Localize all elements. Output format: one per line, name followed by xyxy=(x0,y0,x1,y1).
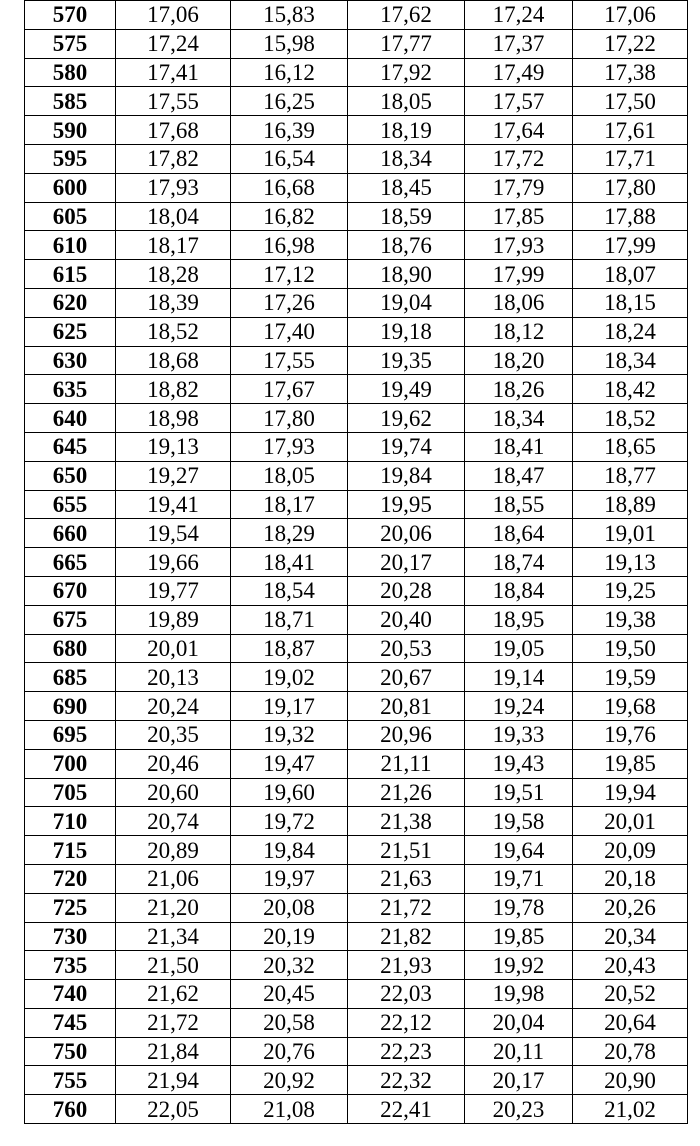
row-key-cell: 655 xyxy=(25,490,116,519)
row-key-cell: 700 xyxy=(25,749,116,778)
row-key-cell: 615 xyxy=(25,260,116,289)
value-cell: 18,17 xyxy=(116,231,231,260)
table-row xyxy=(25,720,688,749)
value-cell: 18,65 xyxy=(573,432,688,461)
value-cell: 19,14 xyxy=(465,663,573,692)
value-cell: 20,60 xyxy=(116,778,231,807)
value-cell: 17,55 xyxy=(231,346,348,375)
value-cell: 16,25 xyxy=(231,87,348,116)
table-row xyxy=(25,519,688,548)
value-cell: 20,76 xyxy=(231,1037,348,1066)
value-cell: 19,01 xyxy=(573,519,688,548)
value-cell: 19,89 xyxy=(116,605,231,634)
value-cell: 18,24 xyxy=(573,317,688,346)
value-cell: 16,68 xyxy=(231,173,348,202)
value-cell: 17,71 xyxy=(573,144,688,173)
value-cell: 19,66 xyxy=(116,548,231,577)
value-cell: 17,68 xyxy=(116,116,231,145)
value-cell: 19,76 xyxy=(573,720,688,749)
value-cell: 21,82 xyxy=(348,922,465,951)
value-cell: 20,09 xyxy=(573,836,688,865)
value-cell: 20,08 xyxy=(231,893,348,922)
value-cell: 18,54 xyxy=(231,576,348,605)
value-cell: 17,57 xyxy=(465,87,573,116)
value-cell: 20,32 xyxy=(231,951,348,980)
row-key-cell: 725 xyxy=(25,893,116,922)
row-key-cell: 675 xyxy=(25,605,116,634)
value-cell: 18,98 xyxy=(116,404,231,433)
value-cell: 20,67 xyxy=(348,663,465,692)
value-cell: 20,23 xyxy=(465,1095,573,1124)
table-row xyxy=(25,663,688,692)
value-cell: 16,39 xyxy=(231,116,348,145)
value-cell: 17,12 xyxy=(231,260,348,289)
value-cell: 19,84 xyxy=(348,461,465,490)
value-cell: 17,92 xyxy=(348,58,465,87)
value-cell: 19,94 xyxy=(573,778,688,807)
value-cell: 17,85 xyxy=(465,202,573,231)
table-row xyxy=(25,202,688,231)
value-cell: 18,28 xyxy=(116,260,231,289)
value-cell: 18,41 xyxy=(231,548,348,577)
value-cell: 22,12 xyxy=(348,1008,465,1037)
value-cell: 19,97 xyxy=(231,864,348,893)
table-row xyxy=(25,144,688,173)
table-row xyxy=(25,490,688,519)
value-cell: 19,35 xyxy=(348,346,465,375)
value-cell: 18,12 xyxy=(465,317,573,346)
value-cell: 18,87 xyxy=(231,634,348,663)
value-cell: 18,59 xyxy=(348,202,465,231)
value-cell: 17,40 xyxy=(231,317,348,346)
value-cell: 19,32 xyxy=(231,720,348,749)
value-cell: 19,51 xyxy=(465,778,573,807)
table-row xyxy=(25,231,688,260)
row-key-cell: 645 xyxy=(25,432,116,461)
value-cell: 18,52 xyxy=(573,404,688,433)
value-cell: 17,93 xyxy=(116,173,231,202)
row-key-cell: 660 xyxy=(25,519,116,548)
value-cell: 18,04 xyxy=(116,202,231,231)
value-cell: 15,83 xyxy=(231,1,348,30)
value-cell: 17,88 xyxy=(573,202,688,231)
value-cell: 18,15 xyxy=(573,288,688,317)
row-key-cell: 635 xyxy=(25,375,116,404)
row-key-cell: 715 xyxy=(25,836,116,865)
value-cell: 21,94 xyxy=(116,1066,231,1095)
value-cell: 19,18 xyxy=(348,317,465,346)
value-cell: 20,11 xyxy=(465,1037,573,1066)
value-cell: 19,25 xyxy=(573,576,688,605)
value-cell: 16,82 xyxy=(231,202,348,231)
value-cell: 18,39 xyxy=(116,288,231,317)
value-cell: 18,84 xyxy=(465,576,573,605)
value-cell: 18,41 xyxy=(465,432,573,461)
row-key-cell: 595 xyxy=(25,144,116,173)
value-cell: 15,98 xyxy=(231,29,348,58)
value-cell: 21,51 xyxy=(348,836,465,865)
value-cell: 19,95 xyxy=(348,490,465,519)
value-cell: 18,77 xyxy=(573,461,688,490)
value-cell: 20,89 xyxy=(116,836,231,865)
value-cell: 18,74 xyxy=(465,548,573,577)
value-cell: 20,18 xyxy=(573,864,688,893)
table-row xyxy=(25,375,688,404)
value-cell: 16,12 xyxy=(231,58,348,87)
value-cell: 20,04 xyxy=(465,1008,573,1037)
value-cell: 17,55 xyxy=(116,87,231,116)
value-cell: 17,82 xyxy=(116,144,231,173)
table-row xyxy=(25,317,688,346)
value-cell: 20,26 xyxy=(573,893,688,922)
row-key-cell: 730 xyxy=(25,922,116,951)
value-cell: 18,64 xyxy=(465,519,573,548)
value-cell: 22,05 xyxy=(116,1095,231,1124)
value-cell: 18,89 xyxy=(573,490,688,519)
row-key-cell: 665 xyxy=(25,548,116,577)
table-row xyxy=(25,173,688,202)
value-cell: 20,28 xyxy=(348,576,465,605)
value-cell: 19,24 xyxy=(465,692,573,721)
row-key-cell: 755 xyxy=(25,1066,116,1095)
value-cell: 21,11 xyxy=(348,749,465,778)
value-cell: 21,50 xyxy=(116,951,231,980)
value-cell: 20,19 xyxy=(231,922,348,951)
table-row xyxy=(25,807,688,836)
row-key-cell: 710 xyxy=(25,807,116,836)
table-body xyxy=(25,1,688,1124)
row-key-cell: 605 xyxy=(25,202,116,231)
value-cell: 18,34 xyxy=(573,346,688,375)
value-cell: 17,72 xyxy=(465,144,573,173)
value-cell: 19,77 xyxy=(116,576,231,605)
table-row xyxy=(25,432,688,461)
value-cell: 18,52 xyxy=(116,317,231,346)
value-cell: 21,93 xyxy=(348,951,465,980)
value-cell: 22,23 xyxy=(348,1037,465,1066)
row-key-cell: 590 xyxy=(25,116,116,145)
row-key-cell: 705 xyxy=(25,778,116,807)
value-cell: 17,49 xyxy=(465,58,573,87)
value-cell: 19,85 xyxy=(465,922,573,951)
value-cell: 18,20 xyxy=(465,346,573,375)
data-table xyxy=(24,0,688,1124)
value-cell: 21,62 xyxy=(116,980,231,1009)
value-cell: 17,37 xyxy=(465,29,573,58)
value-cell: 19,17 xyxy=(231,692,348,721)
table-row xyxy=(25,836,688,865)
table-row xyxy=(25,461,688,490)
row-key-cell: 720 xyxy=(25,864,116,893)
row-key-cell: 585 xyxy=(25,87,116,116)
value-cell: 20,92 xyxy=(231,1066,348,1095)
table-row xyxy=(25,951,688,980)
row-key-cell: 575 xyxy=(25,29,116,58)
value-cell: 18,76 xyxy=(348,231,465,260)
value-cell: 18,47 xyxy=(465,461,573,490)
value-cell: 19,72 xyxy=(231,807,348,836)
row-key-cell: 570 xyxy=(25,1,116,30)
value-cell: 18,90 xyxy=(348,260,465,289)
value-cell: 19,04 xyxy=(348,288,465,317)
value-cell: 19,50 xyxy=(573,634,688,663)
value-cell: 20,74 xyxy=(116,807,231,836)
value-cell: 21,84 xyxy=(116,1037,231,1066)
table-row xyxy=(25,346,688,375)
table-row xyxy=(25,1037,688,1066)
value-cell: 17,93 xyxy=(231,432,348,461)
value-cell: 20,90 xyxy=(573,1066,688,1095)
value-cell: 18,06 xyxy=(465,288,573,317)
value-cell: 17,79 xyxy=(465,173,573,202)
row-key-cell: 745 xyxy=(25,1008,116,1037)
value-cell: 20,46 xyxy=(116,749,231,778)
value-cell: 19,71 xyxy=(465,864,573,893)
row-key-cell: 625 xyxy=(25,317,116,346)
value-cell: 21,34 xyxy=(116,922,231,951)
value-cell: 20,96 xyxy=(348,720,465,749)
table-row xyxy=(25,634,688,663)
table-row xyxy=(25,980,688,1009)
table-row xyxy=(25,548,688,577)
value-cell: 19,62 xyxy=(348,404,465,433)
value-cell: 21,08 xyxy=(231,1095,348,1124)
value-cell: 19,13 xyxy=(116,432,231,461)
value-cell: 17,41 xyxy=(116,58,231,87)
value-cell: 19,58 xyxy=(465,807,573,836)
value-cell: 21,72 xyxy=(116,1008,231,1037)
value-cell: 20,45 xyxy=(231,980,348,1009)
value-cell: 17,61 xyxy=(573,116,688,145)
value-cell: 20,17 xyxy=(465,1066,573,1095)
row-key-cell: 610 xyxy=(25,231,116,260)
value-cell: 17,77 xyxy=(348,29,465,58)
row-key-cell: 650 xyxy=(25,461,116,490)
value-cell: 19,27 xyxy=(116,461,231,490)
value-cell: 17,99 xyxy=(465,260,573,289)
table-row xyxy=(25,29,688,58)
value-cell: 20,53 xyxy=(348,634,465,663)
value-cell: 18,82 xyxy=(116,375,231,404)
value-cell: 17,64 xyxy=(465,116,573,145)
value-cell: 18,34 xyxy=(348,144,465,173)
value-cell: 19,98 xyxy=(465,980,573,1009)
value-cell: 20,13 xyxy=(116,663,231,692)
value-cell: 19,05 xyxy=(465,634,573,663)
table-row xyxy=(25,576,688,605)
value-cell: 20,64 xyxy=(573,1008,688,1037)
value-cell: 21,63 xyxy=(348,864,465,893)
value-cell: 19,33 xyxy=(465,720,573,749)
row-key-cell: 620 xyxy=(25,288,116,317)
value-cell: 22,41 xyxy=(348,1095,465,1124)
value-cell: 17,24 xyxy=(465,1,573,30)
value-cell: 19,68 xyxy=(573,692,688,721)
value-cell: 21,72 xyxy=(348,893,465,922)
table-row xyxy=(25,692,688,721)
value-cell: 19,78 xyxy=(465,893,573,922)
value-cell: 19,38 xyxy=(573,605,688,634)
table-row xyxy=(25,116,688,145)
value-cell: 17,26 xyxy=(231,288,348,317)
value-cell: 17,06 xyxy=(116,1,231,30)
table-row xyxy=(25,1,688,30)
value-cell: 18,42 xyxy=(573,375,688,404)
row-key-cell: 695 xyxy=(25,720,116,749)
value-cell: 17,80 xyxy=(231,404,348,433)
table-row xyxy=(25,605,688,634)
value-cell: 20,35 xyxy=(116,720,231,749)
table-row xyxy=(25,1008,688,1037)
value-cell: 18,71 xyxy=(231,605,348,634)
row-key-cell: 580 xyxy=(25,58,116,87)
row-key-cell: 690 xyxy=(25,692,116,721)
table-row xyxy=(25,1095,688,1124)
value-cell: 18,29 xyxy=(231,519,348,548)
value-cell: 20,40 xyxy=(348,605,465,634)
value-cell: 18,07 xyxy=(573,260,688,289)
value-cell: 19,41 xyxy=(116,490,231,519)
value-cell: 20,17 xyxy=(348,548,465,577)
value-cell: 17,06 xyxy=(573,1,688,30)
row-key-cell: 670 xyxy=(25,576,116,605)
row-key-cell: 630 xyxy=(25,346,116,375)
table-row xyxy=(25,864,688,893)
value-cell: 18,68 xyxy=(116,346,231,375)
table-row xyxy=(25,893,688,922)
value-cell: 18,05 xyxy=(231,461,348,490)
value-cell: 19,64 xyxy=(465,836,573,865)
value-cell: 20,43 xyxy=(573,951,688,980)
table-row xyxy=(25,260,688,289)
row-key-cell: 735 xyxy=(25,951,116,980)
value-cell: 19,54 xyxy=(116,519,231,548)
value-cell: 21,20 xyxy=(116,893,231,922)
value-cell: 19,02 xyxy=(231,663,348,692)
value-cell: 19,43 xyxy=(465,749,573,778)
value-cell: 19,59 xyxy=(573,663,688,692)
value-cell: 19,47 xyxy=(231,749,348,778)
value-cell: 18,55 xyxy=(465,490,573,519)
value-cell: 22,03 xyxy=(348,980,465,1009)
value-cell: 18,45 xyxy=(348,173,465,202)
row-key-cell: 750 xyxy=(25,1037,116,1066)
table-row xyxy=(25,58,688,87)
value-cell: 18,05 xyxy=(348,87,465,116)
value-cell: 20,24 xyxy=(116,692,231,721)
value-cell: 19,85 xyxy=(573,749,688,778)
value-cell: 17,93 xyxy=(465,231,573,260)
value-cell: 18,26 xyxy=(465,375,573,404)
value-cell: 17,67 xyxy=(231,375,348,404)
value-cell: 17,99 xyxy=(573,231,688,260)
value-cell: 18,95 xyxy=(465,605,573,634)
value-cell: 17,22 xyxy=(573,29,688,58)
table-row xyxy=(25,404,688,433)
value-cell: 21,06 xyxy=(116,864,231,893)
value-cell: 17,50 xyxy=(573,87,688,116)
value-cell: 19,60 xyxy=(231,778,348,807)
value-cell: 19,13 xyxy=(573,548,688,577)
value-cell: 18,19 xyxy=(348,116,465,145)
value-cell: 21,26 xyxy=(348,778,465,807)
table-row xyxy=(25,922,688,951)
value-cell: 20,52 xyxy=(573,980,688,1009)
table-row xyxy=(25,778,688,807)
value-cell: 20,81 xyxy=(348,692,465,721)
value-cell: 20,58 xyxy=(231,1008,348,1037)
value-cell: 17,62 xyxy=(348,1,465,30)
value-cell: 21,38 xyxy=(348,807,465,836)
row-key-cell: 740 xyxy=(25,980,116,1009)
row-key-cell: 685 xyxy=(25,663,116,692)
value-cell: 20,01 xyxy=(573,807,688,836)
value-cell: 17,80 xyxy=(573,173,688,202)
value-cell: 19,84 xyxy=(231,836,348,865)
value-cell: 19,49 xyxy=(348,375,465,404)
table-row xyxy=(25,1066,688,1095)
value-cell: 21,02 xyxy=(573,1095,688,1124)
value-cell: 16,54 xyxy=(231,144,348,173)
row-key-cell: 680 xyxy=(25,634,116,663)
value-cell: 18,34 xyxy=(465,404,573,433)
value-cell: 17,24 xyxy=(116,29,231,58)
value-cell: 20,06 xyxy=(348,519,465,548)
value-cell: 16,98 xyxy=(231,231,348,260)
value-cell: 18,17 xyxy=(231,490,348,519)
value-cell: 17,38 xyxy=(573,58,688,87)
row-key-cell: 600 xyxy=(25,173,116,202)
table-row xyxy=(25,87,688,116)
row-key-cell: 640 xyxy=(25,404,116,433)
value-cell: 19,92 xyxy=(465,951,573,980)
table-row xyxy=(25,288,688,317)
value-cell: 20,01 xyxy=(116,634,231,663)
row-key-cell: 760 xyxy=(25,1095,116,1124)
value-cell: 20,78 xyxy=(573,1037,688,1066)
value-cell: 20,34 xyxy=(573,922,688,951)
value-cell: 22,32 xyxy=(348,1066,465,1095)
value-cell: 19,74 xyxy=(348,432,465,461)
table-row xyxy=(25,749,688,778)
